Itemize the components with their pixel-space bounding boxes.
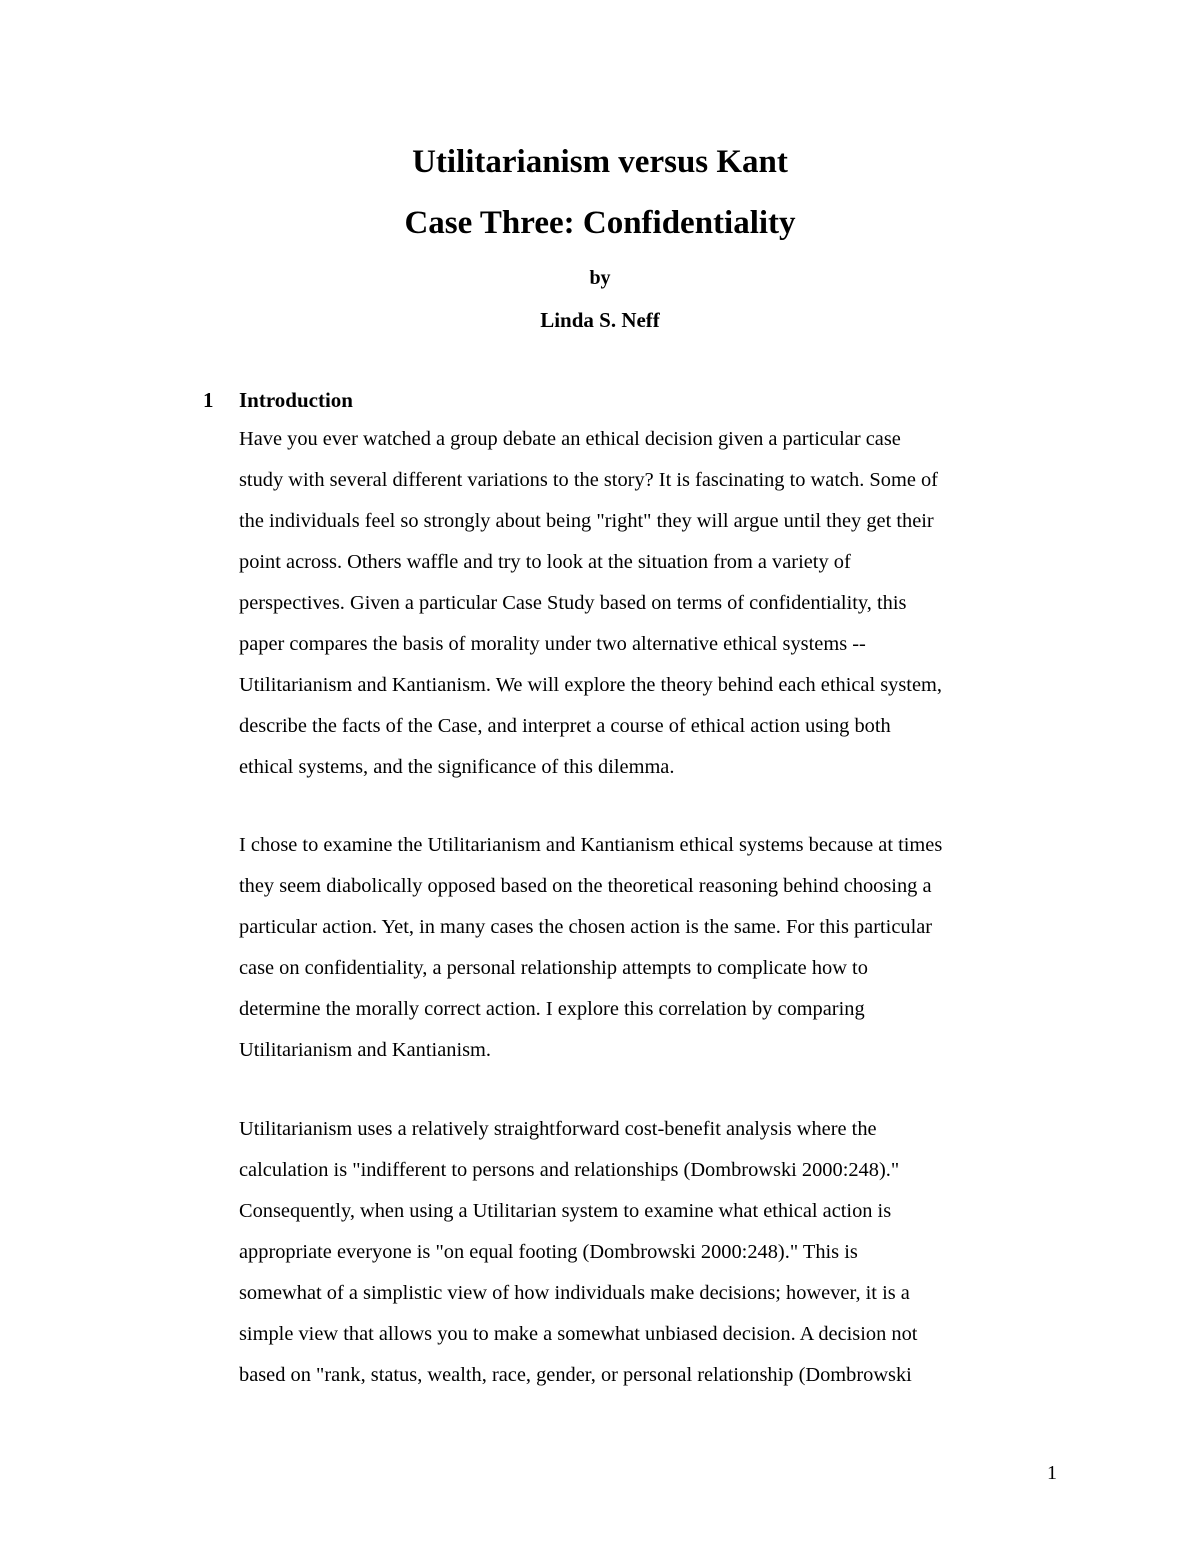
section-number: 1 <box>203 388 214 412</box>
paragraph-line: I chose to examine the Utilitarianism and Kantianism ethical systems because at times <box>239 834 943 856</box>
paragraph-line: Have you ever watched a group debate an ethical decision given a particular case <box>239 428 901 450</box>
paragraph-line: Utilitarianism uses a relatively straightforward cost-benefit analysis where the <box>239 1118 877 1140</box>
paragraph-line: appropriate everyone is "on equal footing (Dombrowski 2000:248)." This is <box>239 1241 858 1263</box>
paragraph-1 <box>239 419 1069 788</box>
paragraph-line: ethical systems, and the significance of this dilemma. <box>239 756 675 778</box>
author-name: Linda S. Neff <box>540 308 660 332</box>
document-title: Utilitarianism versus Kant <box>412 144 788 180</box>
byline: by <box>589 267 611 289</box>
paragraph-line: Utilitarianism and Kantianism. We will explore the theory behind each ethical system, <box>239 674 942 696</box>
paragraph-line: particular action. Yet, in many cases the chosen action is the same. For this particular <box>239 916 933 938</box>
paragraph-2 <box>239 825 1069 1071</box>
paragraph-line: determine the morally correct action. I explore this correlation by comparing <box>239 998 865 1020</box>
paragraph-line: the individuals feel so strongly about being "right" they will argue until they get their <box>239 510 934 532</box>
paragraph-line: calculation is "indifferent to persons and relationships (Dombrowski 2000:248)." <box>239 1159 900 1181</box>
paragraph-line: study with several different variations to the story? It is fascinating to watch. Some of <box>239 469 938 491</box>
section-heading <box>203 386 353 414</box>
paragraph-3 <box>239 1109 1069 1396</box>
paragraph-line: case on confidentiality, a personal relationship attempts to complicate how to <box>239 957 868 979</box>
paragraph-line: based on "rank, status, wealth, race, gender, or personal relationship (Dombrowski <box>239 1364 912 1386</box>
paragraph-line: point across. Others waffle and try to look at the situation from a variety of <box>239 551 851 573</box>
document-subtitle: Case Three: Confidentiality <box>404 205 796 241</box>
paragraph-line: simple view that allows you to make a somewhat unbiased decision. A decision not <box>239 1323 918 1345</box>
paragraph-line: they seem diabolically opposed based on the theoretical reasoning behind choosing a <box>239 875 932 897</box>
paragraph-line: Consequently, when using a Utilitarian system to examine what ethical action is <box>239 1200 892 1222</box>
section-title: Introduction <box>239 388 353 412</box>
paragraph-line: describe the facts of the Case, and interpret a course of ethical action using both <box>239 715 891 737</box>
paragraph-line: somewhat of a simplistic view of how individuals make decisions; however, it is a <box>239 1282 910 1304</box>
paragraph-line: perspectives. Given a particular Case Study based on terms of confidentiality, this <box>239 592 907 614</box>
page-number: 1 <box>1047 1462 1057 1484</box>
paragraph-line: Utilitarianism and Kantianism. <box>239 1039 492 1061</box>
paragraph-line: paper compares the basis of morality under two alternative ethical systems -- <box>239 633 866 655</box>
